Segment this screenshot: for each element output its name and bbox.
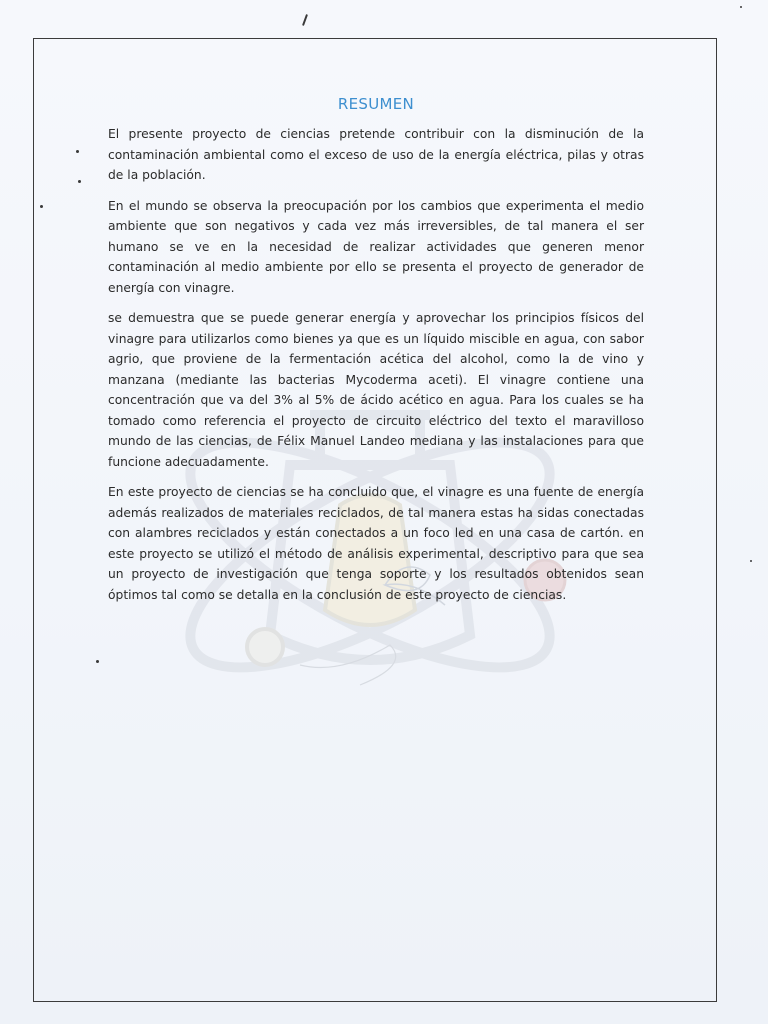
document-title: RESUMEN [337,95,415,113]
scan-speck [78,180,81,183]
paragraph-2: En el mundo se observa la preocupación por los cambios que experimenta el medio ambiente que son negativos y cada vez más irreversibles, de tal manera el ser humano se ve en la necesidad de realizar actividades que generen menor contaminación al medio ambiente por ello se presenta el proyecto de generador de energía con vinagre. [108,198,644,295]
scan-speck [76,150,79,153]
scan-speck [96,660,99,663]
scan-speck [750,560,752,562]
scan-speck [740,6,742,8]
paragraph-1: El presente proyecto de ciencias pretende contribuir con la disminución de la contaminación ambiental como el exceso de uso de la energía eléctrica, pilas y otras de la población. [108,127,644,182]
paragraph-4: En este proyecto de ciencias se ha concluido que, el vinagre es una fuente de energía además realizados de materiales reciclados, de tal manera estas ha sidas conectadas con alambres reciclados y están conectados a un foco led en una casa de cartón. en este proyecto se utilizó el método de análisis experimental, descriptivo para que sea un proyecto de investigación que tenga soporte y los resultados obtenidos sean óptimos tal como se detalla en la conclusión de este proyecto de ciencias. [108,485,644,602]
scan-speck [302,14,308,26]
scan-speck [40,205,43,208]
document-body [108,92,644,615]
paragraph-3: se demuestra que se puede generar energía y aprovechar los principios físicos del vinagre para utilizarlos como bienes ya que es un líquido miscible en agua, con sabor agrio, que proviene de la fermentación acética del alcohol, como la de vino y manzana (mediante las bacterias Mycoderma aceti). El vinagre contiene una concentración que va del 3% al 5% de ácido acético en agua. Para los cuales se ha tomado como referencia el proyecto de circuito eléctrico del texto el maravilloso mundo de las ciencias, de Félix Manuel Landeo mediana y las instalaciones para que funcione adecuadamente. [108,311,644,469]
